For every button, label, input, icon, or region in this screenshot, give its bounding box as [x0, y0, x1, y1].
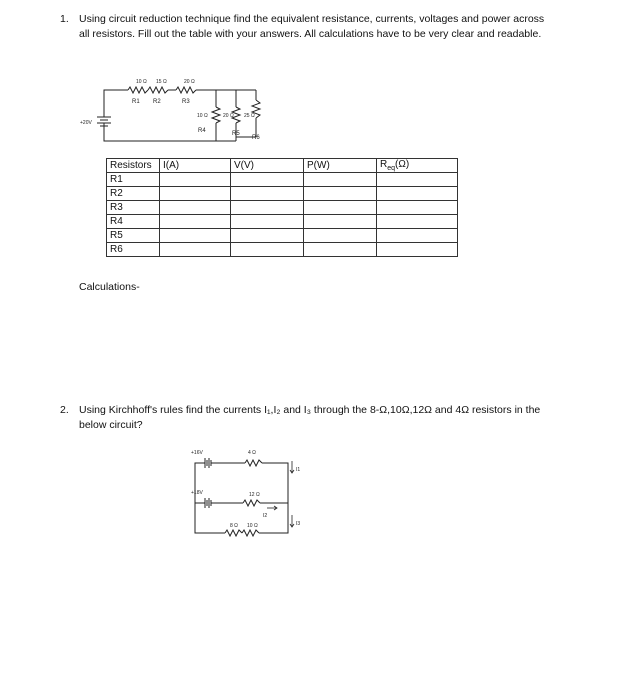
battery-top-icon: [205, 458, 211, 468]
header-voltage: V(V): [231, 159, 304, 173]
current-arrow-i1-icon: [290, 461, 294, 473]
row-label: R4: [107, 215, 160, 229]
table-row: [107, 229, 458, 243]
r3-resistor: [176, 87, 196, 93]
table-cell[interactable]: [231, 229, 304, 243]
table-cell[interactable]: [304, 201, 377, 215]
table-cell[interactable]: [377, 187, 458, 201]
table-cell[interactable]: [231, 243, 304, 257]
r1-resistor: [128, 87, 148, 93]
r10-label: 10 Ω: [247, 523, 258, 529]
r8-label: 8 Ω: [230, 523, 238, 529]
i3-label: I3: [296, 521, 301, 527]
table-cell[interactable]: [160, 243, 231, 257]
table-cell[interactable]: [304, 173, 377, 187]
r2-label: R2: [153, 99, 161, 105]
results-table: [106, 158, 458, 257]
table-cell[interactable]: [231, 187, 304, 201]
table-cell[interactable]: [304, 215, 377, 229]
question-1-number: 1.: [60, 13, 69, 25]
i1-label: I1: [296, 467, 301, 473]
r6-label: R6: [252, 135, 260, 141]
header-resistors: Resistors: [107, 159, 160, 173]
table-row: [107, 243, 458, 257]
table-cell[interactable]: [231, 215, 304, 229]
header-current: I(A): [160, 159, 231, 173]
r4-label: 4 Ω: [248, 450, 256, 456]
row-label: R1: [107, 173, 160, 187]
table-cell[interactable]: [160, 215, 231, 229]
r3-value: 20 Ω: [184, 79, 195, 85]
r4-value: 10 Ω: [197, 113, 208, 119]
table-cell[interactable]: [377, 173, 458, 187]
req-unit: (Ω): [395, 159, 410, 170]
table-cell[interactable]: [377, 229, 458, 243]
r3-label: R3: [182, 99, 190, 105]
question-2-number: 2.: [60, 404, 69, 416]
table-header-row: [107, 159, 458, 173]
row-label: R6: [107, 243, 160, 257]
table-cell[interactable]: [231, 173, 304, 187]
source-top-label: +16V: [191, 450, 203, 456]
row-label: R5: [107, 229, 160, 243]
table-row: [107, 215, 458, 229]
table-cell[interactable]: [231, 201, 304, 215]
question-2-text: Using Kirchhoff's rules find the currents I₁,I₂ and I₃ through the 8-Ω,10Ω,12Ω and 4Ω resistors in the below circuit?: [79, 404, 541, 431]
table-cell[interactable]: [160, 187, 231, 201]
i2-label: I2: [263, 513, 268, 519]
table-row: [107, 173, 458, 187]
circuit-1-diagram: [80, 75, 300, 150]
req-main: R: [380, 159, 388, 170]
calculations-label: Calculations-: [79, 281, 140, 293]
table-cell[interactable]: [377, 201, 458, 215]
table-row: [107, 201, 458, 215]
current-arrow-i2-icon: [267, 506, 277, 510]
r2-value: 15 Ω: [156, 79, 167, 85]
circuit-2-diagram: [185, 445, 315, 545]
question-1-text: Using circuit reduction technique find the equivalent resistance, currents, voltages and power across all resistors. Fill out the table with your answers. All calculations have to be very clear and readable.: [79, 13, 545, 40]
r1-label: R1: [132, 99, 140, 105]
r6-value: 25 Ω: [244, 113, 255, 119]
source-label: +20V: [80, 120, 92, 126]
table-cell[interactable]: [304, 243, 377, 257]
r8-ohm-resistor: [225, 530, 242, 536]
r12-ohm-resistor: [243, 500, 260, 506]
r4-ohm-resistor: [245, 460, 262, 466]
table-cell[interactable]: [304, 187, 377, 201]
r4-label: R4: [198, 128, 206, 134]
r1-value: 10 Ω: [136, 79, 147, 85]
r2-resistor: [148, 87, 168, 93]
header-power: P(W): [304, 159, 377, 173]
table-cell[interactable]: [160, 201, 231, 215]
row-label: R2: [107, 187, 160, 201]
r5-label: R5: [232, 131, 240, 137]
r10-ohm-resistor: [242, 530, 259, 536]
r5-value: 20 Ω: [223, 113, 234, 119]
r12-label: 12 Ω: [249, 492, 260, 498]
row-label: R3: [107, 201, 160, 215]
table-cell[interactable]: [304, 229, 377, 243]
table-cell[interactable]: [160, 173, 231, 187]
table-cell[interactable]: [377, 215, 458, 229]
source-mid-label: +18V: [191, 490, 203, 496]
table-row: [107, 187, 458, 201]
current-arrow-i3-icon: [290, 515, 294, 527]
battery-mid-icon: [205, 498, 211, 508]
table-cell[interactable]: [160, 229, 231, 243]
r4-resistor: [212, 107, 220, 123]
req-sub: eq: [387, 165, 396, 172]
table-cell[interactable]: [377, 243, 458, 257]
header-req: [377, 159, 458, 173]
